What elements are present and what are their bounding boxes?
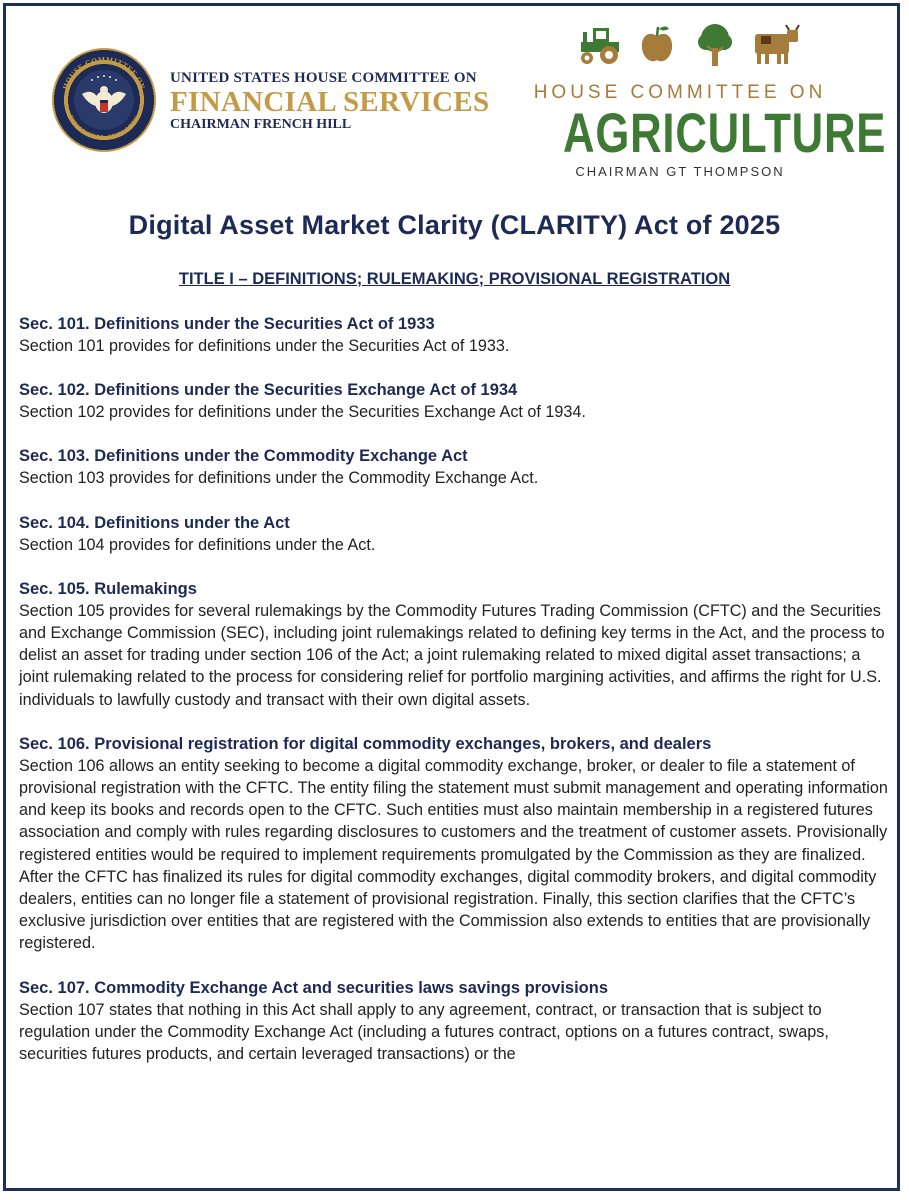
- section-body: Section 104 provides for definitions under the Act.: [19, 535, 376, 554]
- committee-seal-icon: [52, 48, 156, 152]
- cow-icon: [751, 22, 801, 66]
- section-heading: Sec. 106. Provisional registration for digital commodity exchanges, brokers, and dealers: [19, 734, 712, 753]
- section-body: Section 106 allows an entity seeking to become a digital commodity exchange, broker, or dealer to file a statement of provisional registration with the CFTC. The entity filing the statement must submit management and operating information and keep its books and records open to the CFTC. Such entities must also maintain membership in a registered futures association and comply with rules regarding disclosures to customers and the treatment of customer assets. Provisionally registered entities would be required to implement requirements promulgated by the Commission as they are finalized. After the CFTC has finalized its rules for digital commodity exchanges, digital commodity brokers, and digital commodity dealers, entities can no longer file a statement of provisional registration. Finally, this section clarifies that the CFTC’s exclusive jurisdiction over entities that are registered with the Commission also extends to entities that are provisionally registered.: [19, 756, 888, 953]
- svg-text:FINANCIAL SERVICES: FINANCIAL SERVICES: [65, 113, 143, 143]
- agriculture-logo: [530, 20, 887, 185]
- section-body: Section 105 provides for several rulemakings by the Commodity Futures Trading Commission (CFTC) and the Securities and Exchange Commission (SEC), including joint rulemakings related to defining key terms in the Act, and the process to delist an asset for trading under section 106 of the Act; a joint rulemaking related to mixed digital asset transactions; a joint rulemaking related to the process for considering relief for portfolio margining activities, and affirms the right for U.S. individuals to lawfully custody and transact with their own digital assets.: [19, 601, 885, 709]
- section-heading: Sec. 107. Commodity Exchange Act and securities laws savings provisions: [19, 978, 609, 997]
- document-title: Digital Asset Market Clarity (CLARITY) Act of 2025: [128, 210, 781, 240]
- section-body: Section 103 provides for definitions under the Commodity Exchange Act.: [19, 469, 539, 488]
- ag-chairman: CHAIRMAN GT THOMPSON: [575, 164, 785, 179]
- section-heading: Sec. 104. Definitions under the Act: [19, 513, 290, 532]
- section-103: [19, 445, 891, 489]
- section-heading: Sec. 105. Rulemakings: [19, 579, 197, 598]
- fs-committee-name: FINANCIAL SERVICES: [170, 86, 490, 118]
- apple-icon: [639, 22, 675, 66]
- section-106: [19, 733, 891, 955]
- section-105: [19, 578, 891, 711]
- section-101: [19, 313, 891, 357]
- section-body: Section 102 provides for definitions under the Securities Exchange Act of 1934.: [19, 403, 586, 422]
- ag-committee-line: HOUSE COMMITTEE ON: [533, 82, 827, 103]
- sections-list: [19, 313, 891, 1087]
- section-104: [19, 512, 891, 556]
- section-107: [19, 977, 891, 1066]
- section-102: [19, 379, 891, 423]
- tree-icon: [695, 22, 735, 68]
- svg-text:HOUSE COMMITTEE ON: HOUSE COMMITTEE ON: [60, 54, 148, 91]
- section-body: Section 101 provides for definitions under the Securities Act of 1933.: [19, 337, 510, 355]
- section-heading: Sec. 103. Definitions under the Commodity Exchange Act: [19, 447, 468, 466]
- ag-committee-name: AGRICULTURE: [563, 101, 887, 164]
- fs-chairman: CHAIRMAN FRENCH HILL: [170, 117, 352, 132]
- fs-committee-line: UNITED STATES HOUSE COMMITTEE ON: [170, 70, 477, 86]
- section-heading: Sec. 102. Definitions under the Securities Exchange Act of 1934: [19, 381, 518, 400]
- section-body: Section 107 states that nothing in this Act shall apply to any agreement, contract, or transaction that is subject to regulation under the Commodity Exchange Act (including a futures contract, options on a futures contract, swaps, securities futures products, and certain leveraged transactions) or the: [19, 1000, 829, 1064]
- tractor-icon: [575, 22, 625, 66]
- section-heading: Sec. 101. Definitions under the Securities Act of 1933: [19, 315, 435, 333]
- title-heading: TITLE I – DEFINITIONS; RULEMAKING; PROVISIONAL REGISTRATION: [178, 270, 731, 288]
- financial-services-logo: [52, 48, 492, 158]
